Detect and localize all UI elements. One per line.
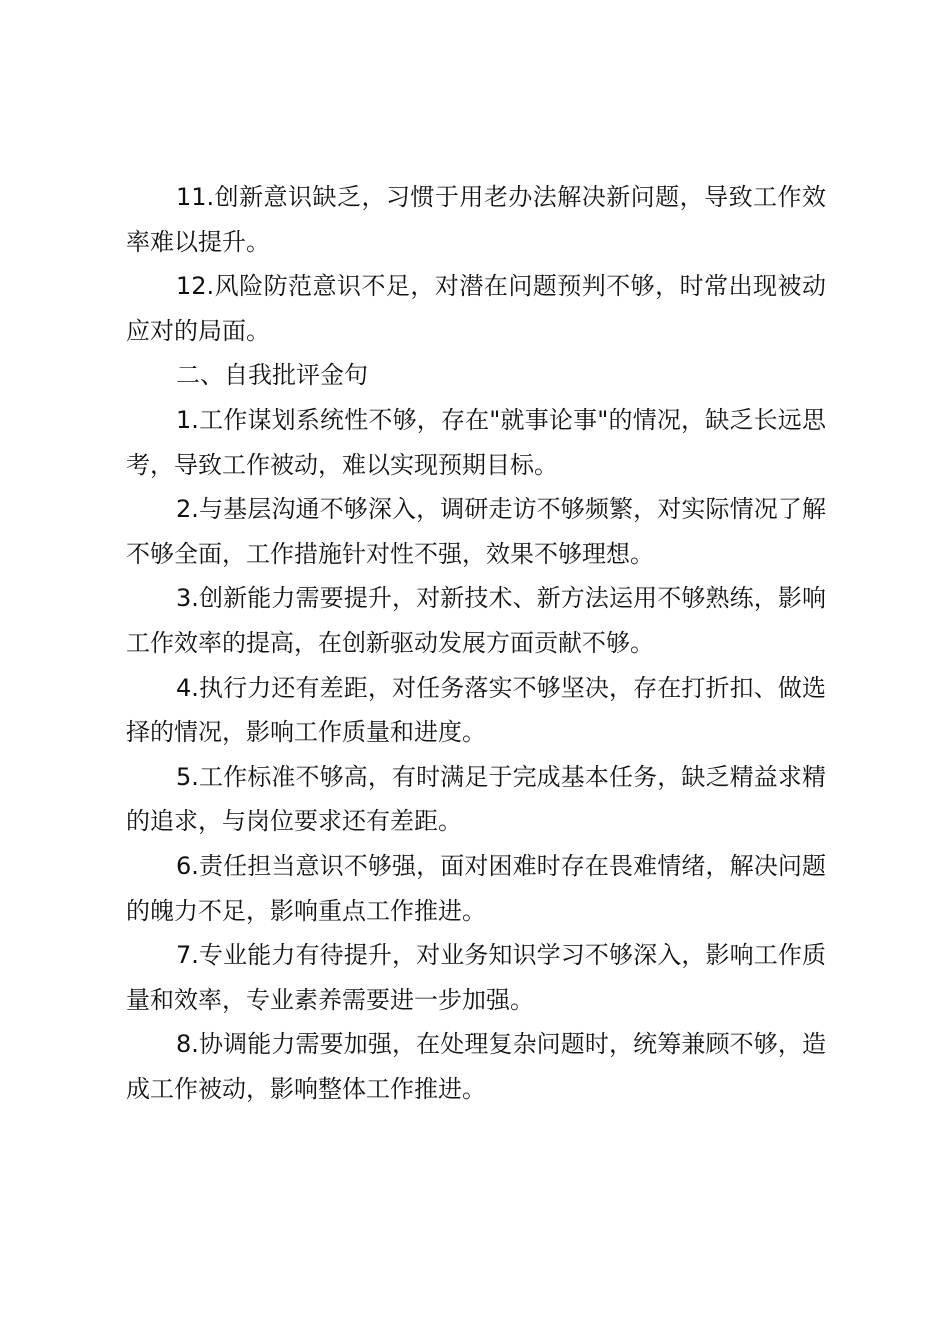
paragraph-item-3: 3.创新能力需要提升，对新技术、新方法运用不够熟练，影响工作效率的提高，在创新驱动发展方面贡献不够。 (126, 584, 826, 657)
paragraph-item-11: 11.创新意识缺乏，习惯于用老办法解决新问题，导致工作效率难以提升。 (126, 183, 826, 256)
paragraph-item-2: 2.与基层沟通不够深入，调研走访不够频繁，对实际情况了解不够全面，工作措施针对性不强，效果不够理想。 (126, 495, 826, 568)
document-body (126, 175, 826, 1111)
paragraph-item-4: 4.执行力还有差距，对任务落实不够坚决，存在打折扣、做选择的情况，影响工作质量和进度。 (126, 673, 826, 747)
paragraph-item-7: 7.专业能力有待提升，对业务知识学习不够深入，影响工作质量和效率，专业素养需要进一步加强。 (126, 941, 826, 1014)
paragraph-item-8: 8.协调能力需要加强，在处理复杂问题时，统筹兼顾不够，造成工作被动，影响整体工作推进。 (126, 1030, 826, 1103)
paragraph-item-1: 1.工作谋划系统性不够，存在"就事论事"的情况，缺乏长远思考，导致工作被动，难以实现预期目标。 (126, 405, 826, 479)
section-heading: 二、自我批评金句 (176, 361, 368, 390)
paragraph-item-6: 6.责任担当意识不够强，面对困难时存在畏难情绪，解决问题的魄力不足，影响重点工作推进。 (126, 851, 826, 925)
paragraph-item-5: 5.工作标准不够高，有时满足于完成基本任务，缺乏精益求精的追求，与岗位要求还有差距。 (126, 762, 826, 836)
paragraph-item-12: 12.风险防范意识不足，对潜在问题预判不够，时常出现被动应对的局面。 (126, 272, 826, 345)
